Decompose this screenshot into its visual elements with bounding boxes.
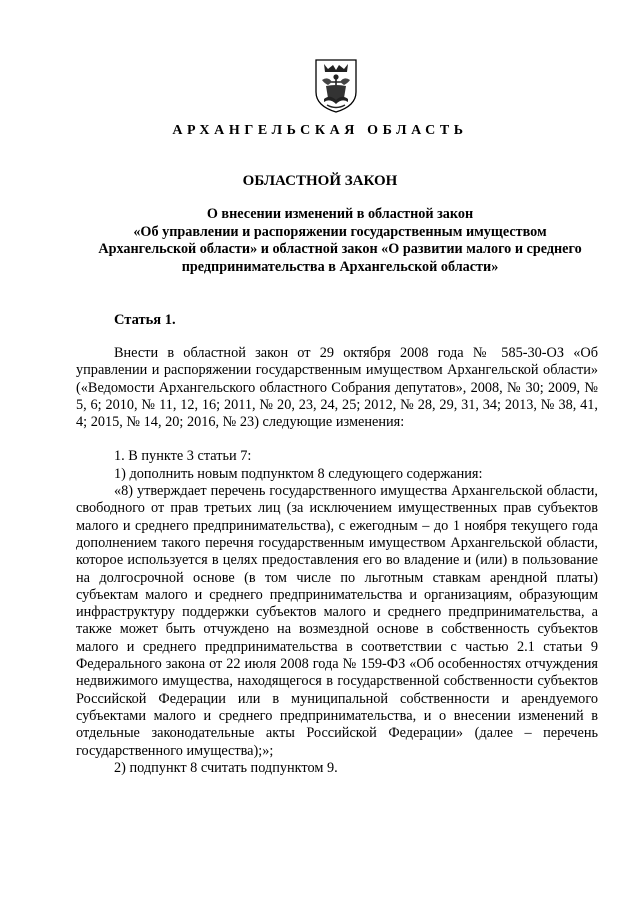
document-type: ОБЛАСТНОЙ ЗАКОН [242,173,398,189]
law-title-line: предпринимательства в Архангельской области» [181,258,499,275]
law-title-line: О внесении изменений в областной закон [206,206,474,222]
article-intro: Внести в областной закон от 29 октября 2008 года № 585-30-ОЗ «Об управлении и распоряжении государственным имуществом Архангельской области» («Ведомости Архангельского областного Собрания депутатов», 2008, № 30; 2009, № 5, 6; 2010, № 11, 12, 16; 2011, № 20, 23, 24, 25; 2012, № 28, 29, 31, 34; 2013, № 38, 41, 4; 2015, № 14, 20; 2016, № 23) следующие изменения: [76,345,598,431]
article-heading: Статья 1. [114,312,176,328]
subpoint-2: 2) подпункт 8 считать подпунктом 9. [114,759,338,776]
region-name: АРХАНГЕЛЬСКАЯ ОБЛАСТЬ [172,123,468,138]
quoted-amendment: «8) утверждает перечень государственного имущества Архангельской области, свободного от прав третьих лиц (за исключением имущественных прав субъектов малого и среднего предпринимательства), с ежегодным – до 1 ноября текущего года дополнением такого перечня государственным имуществом Архангельской области, которое используется в целях предоставления его во владение и (или) в пользование на долгосрочной основе (в том числе по льготным ставкам арендной платы) субъектам малого и среднего предпринимательства и организациям, образующим инфраструктуру поддержки субъектов малого и среднего предпринимательства, а также может быть отчуждено на возмездной основе в собственность субъектов малого и среднего предпринимательства в соответствии с частью 2.1 статьи 9 Федерального закона от 22 июля 2008 года № 159-ФЗ «Об особенностях отчуждения недвижимого имущества, находящегося в государственной собственности субъектов Российской Федерации или в муниципальной собственности и арендуемого субъектами малого и среднего предпринимательства, и о внесении изменений в отдельные законодательные акты Российской Федерации» (далее – перечень государственного имущества);»; [76,483,598,759]
law-title [64,206,616,276]
article-body [76,345,598,777]
law-title-line: Архангельской области» и областной закон «О развитии малого и среднего [98,241,582,257]
subpoint-1: 1) дополнить новым подпунктом 8 следующего содержания: [114,465,483,482]
coat-of-arms-icon [314,58,358,114]
law-title-line: «Об управлении и распоряжении государственным имуществом [133,223,547,240]
point-1: 1. В пункте 3 статьи 7: [114,448,252,465]
